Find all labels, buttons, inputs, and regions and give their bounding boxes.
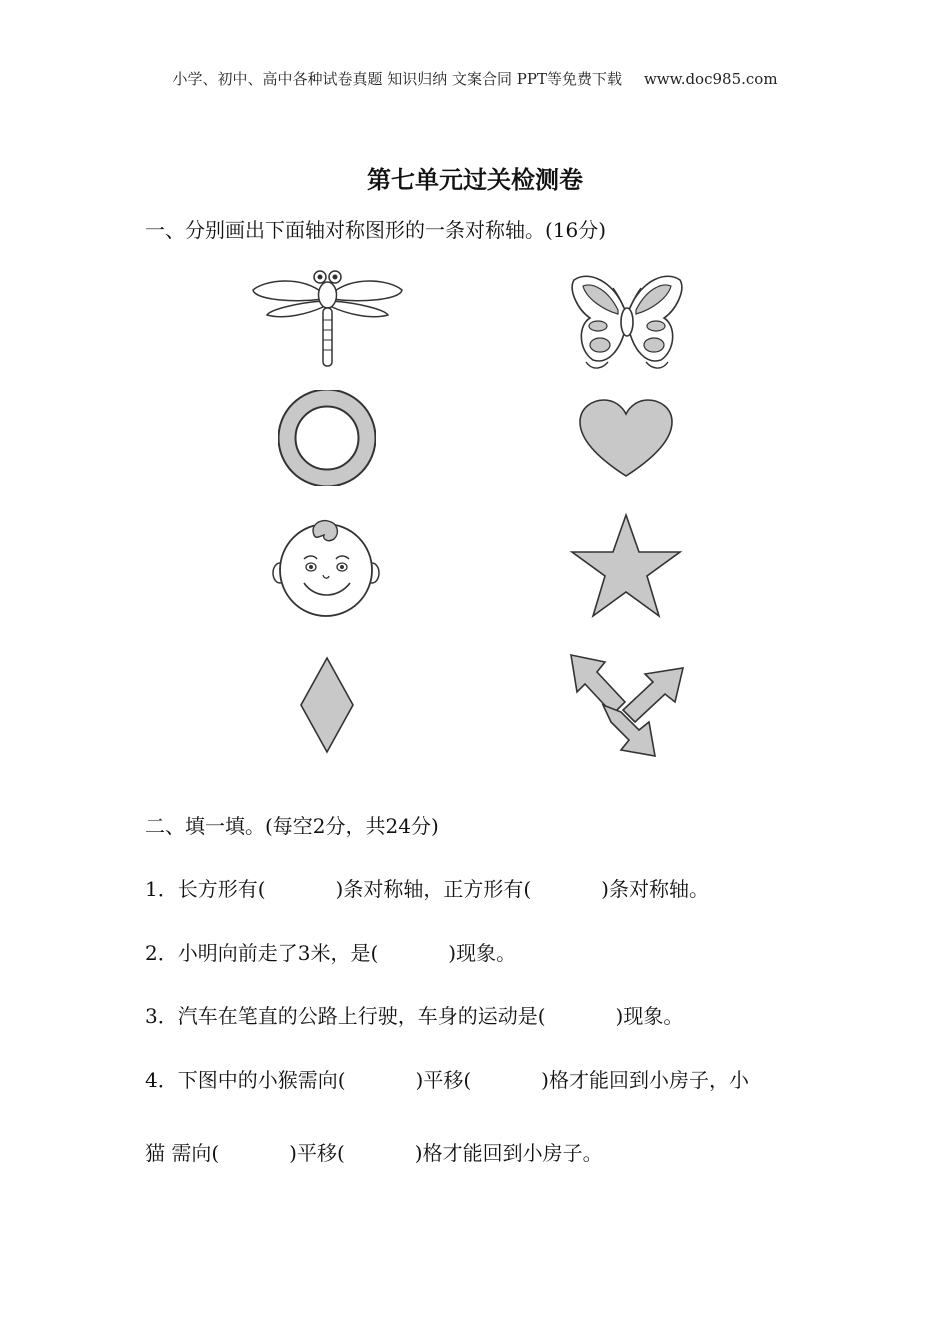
q3-text-b: )现象。: [615, 1004, 684, 1028]
q4b-text-a: 猫 需向(: [145, 1141, 220, 1165]
arrows-icon: [563, 650, 688, 760]
heart-icon: [578, 398, 674, 480]
q4-text-b: )平移(: [415, 1068, 472, 1092]
section1-heading: 一、分别画出下面轴对称图形的一条对称轴。(16分): [145, 218, 607, 242]
q4b-text-b: )平移(: [289, 1141, 345, 1165]
page-title: 第七单元过关检测卷: [367, 166, 583, 194]
section2-heading: 二、填一填。(每空2分，共24分): [145, 814, 439, 838]
q4-text-c: )格才能回到小房子，小: [541, 1068, 749, 1092]
q3-text-a: 3．汽车在笔直的公路上行驶，车身的运动是(: [145, 1004, 546, 1028]
butterfly-icon: [568, 270, 686, 372]
rhombus-icon: [297, 655, 357, 755]
q1-text-a: 1．长方形有(: [145, 877, 266, 901]
header-site: www.doc985.com: [643, 70, 778, 88]
q1-text-b: )条对称轴，正方形有(: [335, 877, 532, 901]
baby-face-icon: [270, 515, 382, 620]
dragonfly-icon: [245, 265, 410, 375]
q4b-text-c: )格才能回到小房子。: [414, 1141, 603, 1165]
ring-icon: [278, 390, 376, 486]
q4-text-a: 4．下图中的小猴需向(: [145, 1068, 346, 1092]
q2-text-b: )现象。: [448, 941, 517, 965]
star-icon: [568, 512, 684, 620]
q1-text-c: )条对称轴。: [601, 877, 709, 901]
question-1: [145, 873, 709, 902]
page-header: [0, 68, 950, 89]
question-2: [145, 937, 516, 966]
question-4: [145, 1064, 749, 1093]
question-4-continued: [145, 1137, 603, 1166]
question-3: [145, 1000, 683, 1029]
header-text: 小学、初中、高中各种试卷真题 知识归纳 文案合同 PPT等免费下载: [172, 70, 622, 88]
q2-text-a: 2．小明向前走了3米，是(: [145, 941, 379, 965]
